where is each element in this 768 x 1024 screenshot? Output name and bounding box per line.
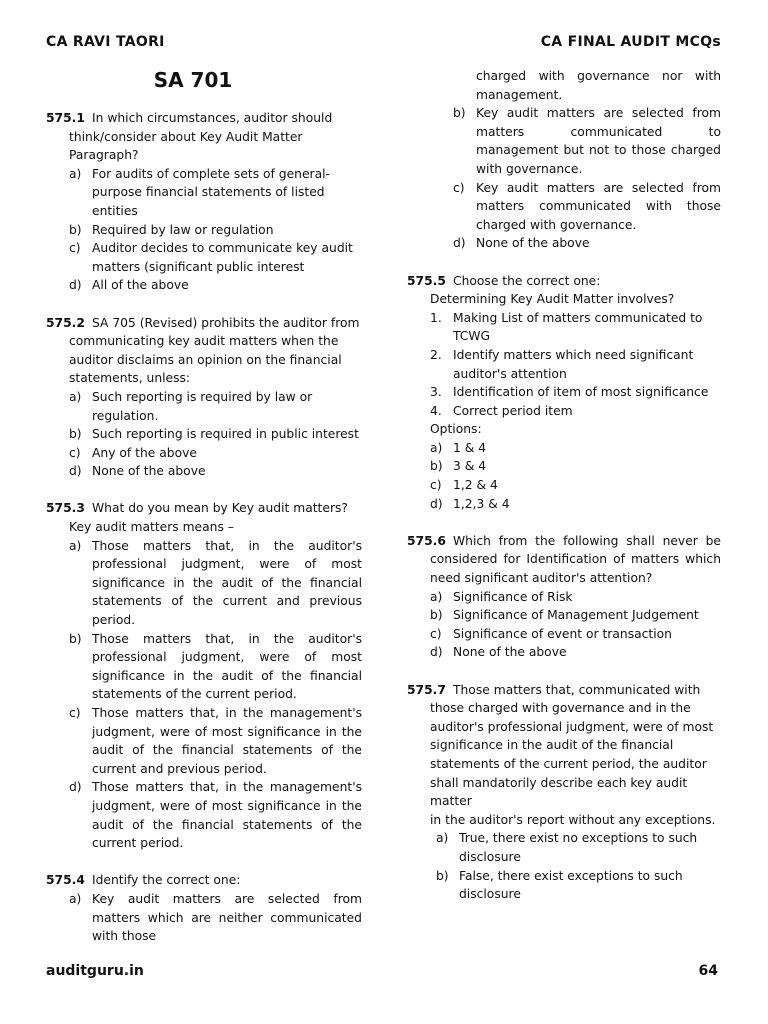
option-label: d) — [69, 780, 82, 795]
option-label: c) — [69, 241, 81, 256]
option-text: management. — [476, 87, 563, 102]
question-text: statements, unless: — [69, 371, 191, 386]
option-label: b) — [430, 459, 443, 474]
option-text: audit of the financial statements of the — [92, 743, 362, 758]
option-text: None of the above — [453, 645, 567, 660]
option-label: c) — [69, 706, 81, 720]
question-text: Which from the following shall never be — [453, 533, 721, 548]
option-text: 3 & 4 — [453, 459, 487, 474]
option-text: judgment, were of most significance in the — [92, 724, 362, 739]
option-label: a) — [69, 538, 82, 553]
item-3 — [407, 383, 721, 402]
question-575-2 — [46, 314, 362, 481]
option-c — [46, 444, 362, 463]
option-b — [46, 630, 362, 704]
header-author: CA RAVI TAORI — [46, 34, 165, 50]
option-text: For audits of complete sets of general- — [92, 166, 330, 181]
item-text: Identify matters which need significant — [453, 347, 694, 362]
option-a — [407, 588, 721, 607]
item-label: 1. — [430, 310, 442, 325]
option-a — [46, 537, 362, 630]
item-2 — [407, 346, 721, 383]
question-575-7 — [407, 681, 721, 904]
question-575-4-continued — [407, 67, 721, 253]
question-number: 575.1 — [46, 111, 85, 125]
option-label: c) — [453, 180, 465, 195]
option-text: disclosure — [459, 849, 521, 864]
option-text: regulation. — [92, 408, 159, 423]
footer-website: auditguru.in — [46, 963, 144, 979]
options-label: Options: — [430, 422, 482, 437]
option-a — [407, 829, 721, 866]
option-d — [407, 643, 721, 662]
question-text: SA 705 (Revised) prohibits the auditor from — [92, 315, 360, 330]
option-text: True, there exist no exceptions to such — [459, 831, 698, 846]
question-text: What do you mean by Key audit matters? — [92, 501, 348, 516]
option-label: c) — [69, 445, 81, 460]
option-text: governance. — [506, 161, 583, 176]
option-b — [46, 425, 362, 444]
option-label: d) — [69, 464, 82, 479]
option-text: Such reporting is required in public interest — [92, 427, 359, 442]
question-number: 575.2 — [46, 315, 85, 330]
option-label: a) — [69, 891, 82, 906]
item-text: Correct period item — [453, 403, 573, 418]
option-c — [407, 625, 721, 644]
option-text: current and previous period. — [92, 761, 267, 776]
option-text: significance in the audit of the financial — [92, 668, 362, 683]
option-label: a) — [430, 589, 443, 604]
option-text-continued — [407, 67, 721, 104]
option-text: Those matters that, in the auditor's — [92, 538, 362, 553]
question-text: need significant auditor's attention? — [430, 571, 653, 586]
question-text: those charged with governance and in the — [430, 701, 691, 716]
section-title: SA 701 — [153, 68, 233, 92]
question-number: 575.3 — [46, 501, 85, 516]
question-subtext: Determining Key Audit Matter involves? — [430, 292, 675, 307]
question-575-3 — [46, 499, 362, 852]
option-c — [407, 476, 721, 495]
option-text: Key audit matters are selected from — [476, 180, 721, 195]
question-text: auditor disclaims an opinion on the financial — [69, 352, 342, 367]
option-a — [407, 439, 721, 458]
option-text: Auditor decides to communicate key audit — [92, 241, 353, 256]
option-text: 1,2,3 & 4 — [453, 496, 510, 511]
option-text: Those matters that, in the management's — [92, 706, 362, 720]
option-text: statements of the current period. — [92, 687, 297, 702]
option-a — [46, 388, 362, 425]
option-text: None of the above — [92, 464, 206, 479]
option-text: Significance of event or transaction — [453, 626, 672, 641]
option-d — [407, 234, 721, 253]
option-label: a) — [430, 440, 443, 455]
question-text: shall mandatorily describe each key audit matter — [430, 775, 688, 809]
option-d — [46, 462, 362, 481]
option-text: audit of the financial statements of the — [92, 817, 362, 832]
option-label: b) — [430, 608, 443, 623]
option-text: but not to those charged with — [476, 143, 721, 176]
option-label: d) — [453, 236, 466, 251]
option-text: Significance of Risk — [453, 589, 573, 604]
question-number: 575.5 — [407, 273, 446, 288]
item-text: TCWG — [453, 329, 491, 344]
option-text: matters (significant public interest — [92, 259, 305, 274]
question-text: Paragraph? — [69, 148, 139, 163]
option-text: False, there exist exceptions to such — [459, 868, 683, 883]
option-b — [407, 104, 721, 178]
option-label: c) — [430, 626, 442, 641]
option-text: Such reporting is required by law or — [92, 389, 313, 404]
option-text: professional judgment, were of most — [92, 650, 362, 665]
option-label: b) — [436, 868, 449, 883]
question-text: Identify the correct one: — [92, 873, 241, 888]
option-b — [407, 457, 721, 476]
question-text: Those matters that, communicated with — [453, 682, 701, 697]
question-text: think/consider about Key Audit Matter — [69, 129, 303, 144]
option-text: disclosure — [459, 887, 521, 902]
option-text: None of the above — [476, 236, 590, 251]
option-label: a) — [436, 831, 449, 846]
option-text: significance in the audit of the financial — [92, 575, 362, 590]
option-text: purpose financial statements of listed — [92, 185, 325, 200]
item-label: 2. — [430, 347, 442, 362]
option-d — [46, 276, 362, 295]
option-text: professional judgment, were of most — [92, 557, 362, 572]
option-d — [407, 495, 721, 514]
page-number: 64 — [698, 963, 718, 979]
option-b — [46, 221, 362, 240]
option-c — [407, 179, 721, 235]
option-label: a) — [69, 166, 82, 181]
question-text: statements of the current period, the auditor — [430, 756, 707, 771]
option-d — [46, 778, 362, 852]
item-text: Making List of matters communicated to — [453, 310, 703, 325]
item-4 — [407, 402, 721, 421]
question-number: 575.6 — [407, 533, 446, 548]
question-text: communicating key audit matters when the — [69, 334, 339, 349]
question-575-4 — [46, 871, 362, 945]
option-text: 1 & 4 — [453, 440, 487, 455]
option-label: d) — [430, 645, 443, 660]
option-a — [46, 890, 362, 946]
option-a — [46, 165, 362, 221]
option-b — [407, 867, 721, 904]
option-text: which are neither communicated with those — [92, 910, 362, 944]
option-text: Key audit matters are selected from — [476, 106, 721, 121]
question-number: 575.7 — [407, 682, 446, 697]
question-575-1 — [46, 109, 362, 295]
right-column — [407, 67, 721, 922]
item-1 — [407, 309, 721, 346]
question-text: in the auditor's report without any exceptions. — [430, 812, 716, 827]
option-text: judgment, were of most significance in the — [92, 798, 362, 813]
option-label: c) — [430, 478, 442, 493]
question-575-5 — [407, 272, 721, 514]
question-text: In which circumstances, auditor should — [92, 111, 333, 125]
option-label: d) — [69, 278, 82, 293]
option-text: Any of the above — [92, 445, 197, 460]
option-text: matters communicated with those — [476, 199, 721, 214]
question-text: auditor's professional judgment, were of most — [430, 719, 714, 734]
option-text: charged with governance nor with — [476, 69, 721, 83]
option-text: Key audit matters are selected from matters — [92, 891, 362, 925]
option-text: Those matters that, in the auditor's — [92, 631, 362, 646]
question-575-6 — [407, 532, 721, 662]
option-text: entities — [92, 203, 138, 218]
option-text: charged with governance. — [476, 217, 637, 232]
header-subject: CA FINAL AUDIT MCQs — [540, 34, 721, 50]
option-text: All of the above — [92, 278, 189, 293]
option-text: 1,2 & 4 — [453, 478, 498, 493]
option-c — [46, 704, 362, 778]
option-text: Required by law or regulation — [92, 222, 274, 237]
option-label: b) — [453, 106, 466, 121]
left-column — [46, 109, 362, 946]
option-text: period. — [92, 613, 136, 628]
option-c — [46, 239, 362, 276]
question-text: considered for Identification of matters which — [430, 552, 721, 567]
item-text: auditor's attention — [453, 366, 567, 381]
question-text: significance in the audit of the financial — [430, 738, 674, 753]
option-text: statements of the current and previous — [92, 594, 362, 609]
question-number: 575.4 — [46, 873, 85, 888]
item-text: Identification of item of most significance — [453, 385, 709, 400]
item-label: 3. — [430, 385, 442, 400]
option-text: matters communicated to management — [476, 124, 721, 158]
option-text: Those matters that, in the management's — [92, 780, 362, 795]
option-label: b) — [69, 631, 82, 646]
option-text: Significance of Management Judgement — [453, 608, 699, 623]
option-b — [407, 606, 721, 625]
option-label: b) — [69, 222, 82, 237]
option-label: b) — [69, 427, 82, 442]
option-label: d) — [430, 496, 443, 511]
question-text: Choose the correct one: — [453, 273, 601, 288]
option-text: current period. — [92, 836, 184, 851]
question-subtext: Key audit matters means – — [69, 520, 234, 535]
item-label: 4. — [430, 403, 442, 418]
option-label: a) — [69, 389, 82, 404]
